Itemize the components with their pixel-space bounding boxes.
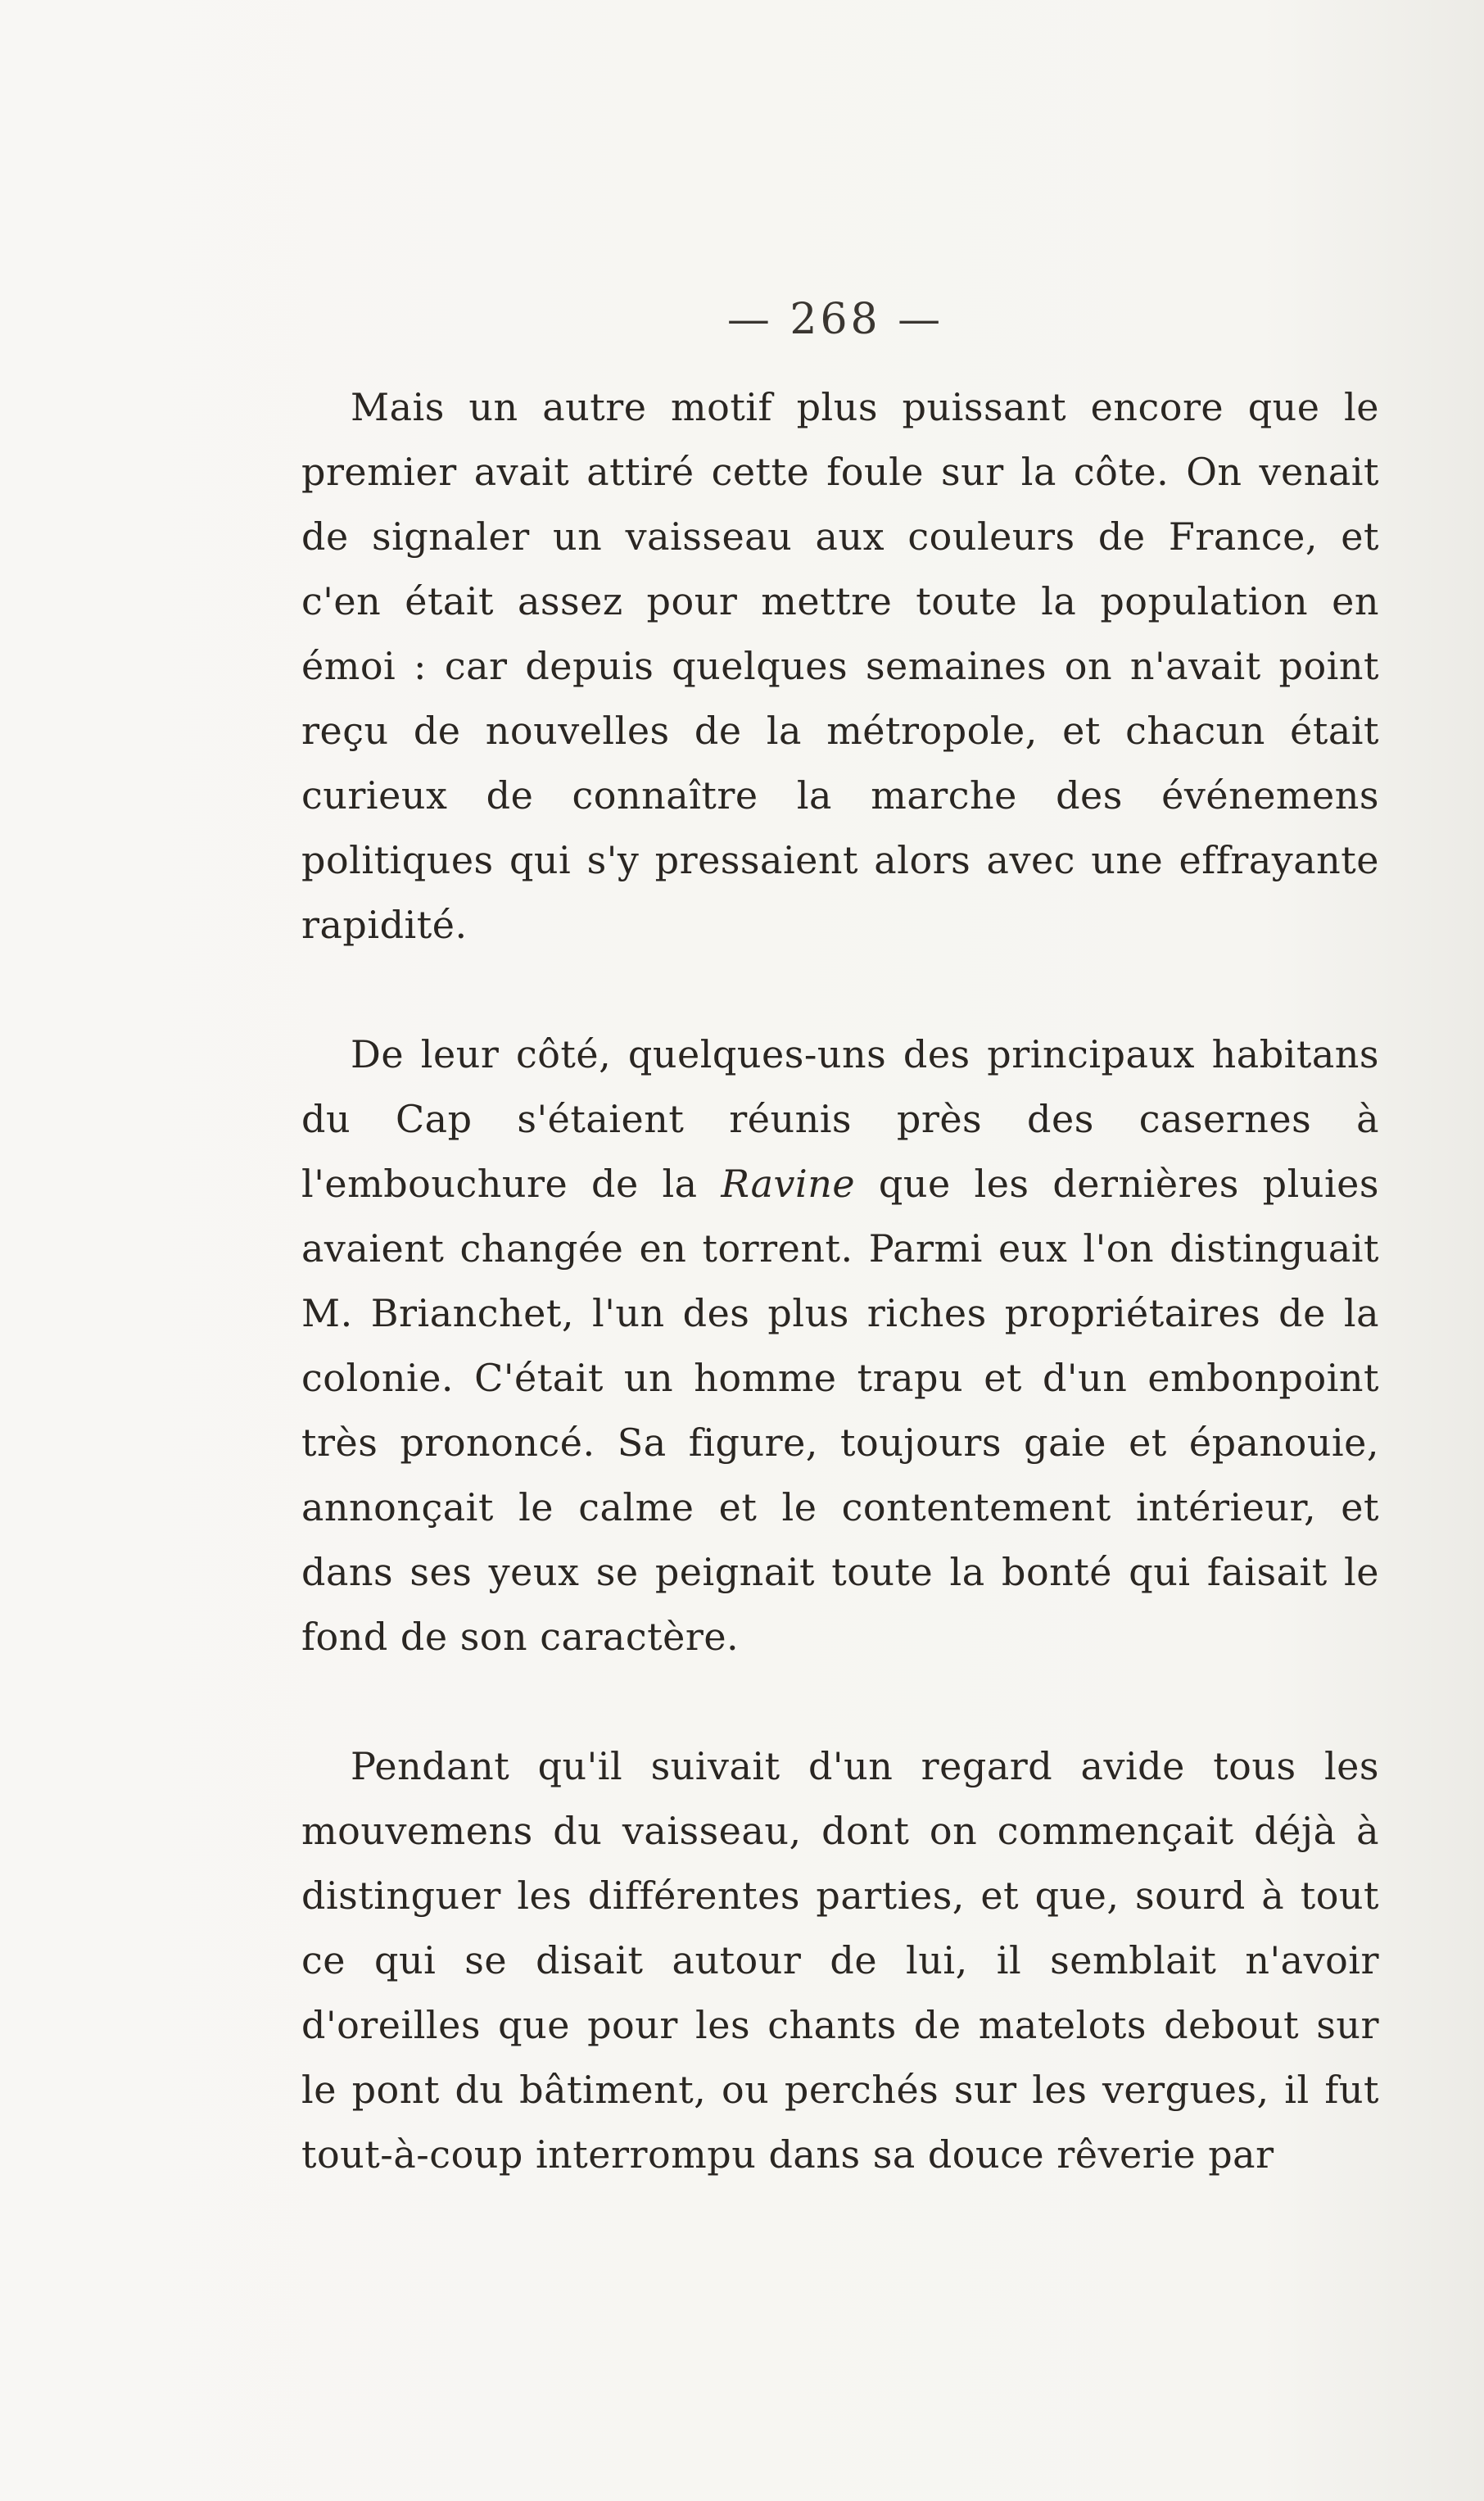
paragraph-3-text: Pendant qu'il suivait d'un regard avide tous les mouvemens du vaisseau, dont on commençait déjà à distinguer les différentes parties, et que, sourd à tout ce qui se disait autour de lui, il semblait n'avoir d'oreilles que pour les chants de matelots debout sur le pont du bâtiment, ou perchés sur les vergues, il fut tout-à-coup interrompu dans sa douce rêverie par (301, 1744, 1379, 2177)
paragraph-3 (301, 1734, 1379, 2187)
paragraph-2-text-end: que les dernières pluies avaient changée en torrent. Parmi eux l'on distinguait M. Brianchet, l'un des plus riches propriétaires de la colonie. C'était un homme trapu et d'un embonpoint très prononcé. Sa figure, toujours gaie et épanouie, annonçait le calme et le contentement intérieur, et dans ses yeux se peignait toute la bonté qui faisait le fond de son caractère. (301, 1162, 1380, 1659)
italic-place-name: Ravine (721, 1162, 856, 1206)
page-number: — 268 — (726, 295, 944, 344)
paragraph-2-text-start: De leur côté, quelques-uns des principaux habitans du Cap s'étaient réunis près des casernes à l'embouchure de la (301, 1032, 1379, 1206)
paragraph-1 (301, 375, 1379, 958)
paragraph-1-text: Mais un autre motif plus puissant encore que le premier avait attiré cette foule sur la côte. On venait de signaler un vaisseau aux couleurs de France, et c'en était assez pour mettre toute la population en émoi : car depuis quelques semaines on n'avait point reçu de nouvelles de la métropole, et chacun était curieux de connaître la marche des événemens politiques qui s'y pressaient alors avec une effrayante rapidité. (301, 385, 1379, 947)
paragraph-2 (301, 1022, 1379, 1670)
body-text (301, 375, 1379, 2187)
